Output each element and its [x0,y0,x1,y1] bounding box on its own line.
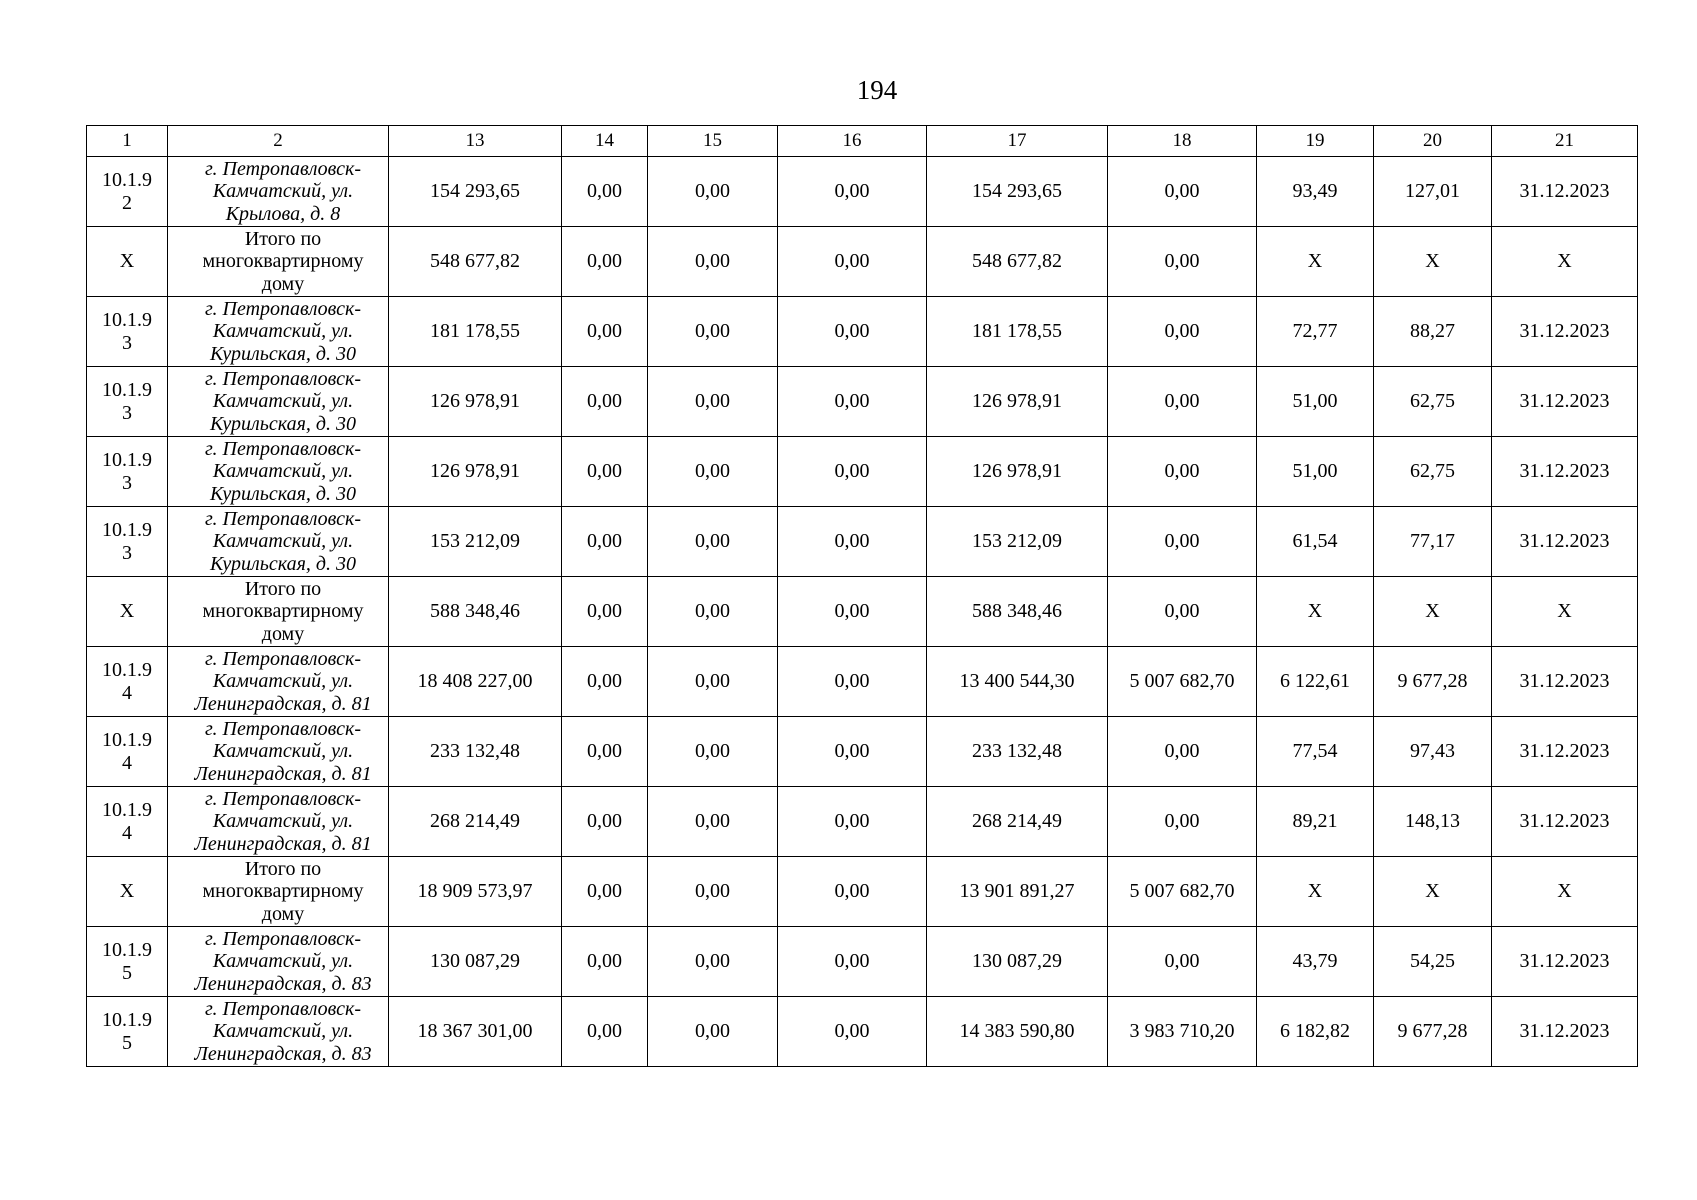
total-label-cell [168,577,389,647]
col-16-value: 0,00 [778,927,927,997]
col-17-value: 13 400 544,30 [927,647,1108,717]
item-number-line: 2 [122,191,132,214]
address-cell [168,647,389,717]
address-line: г. Петропавловск- [205,297,361,320]
col-15-value: 0,00 [648,577,778,647]
col-13-value: 268 214,49 [389,787,562,857]
address-cell [168,297,389,367]
address-line: г. Петропавловск- [205,927,361,950]
col-13-value: 18 408 227,00 [389,647,562,717]
col-21-value: 31.12.2023 [1492,647,1638,717]
col-21-value: X [1492,857,1638,927]
col-21-value: 31.12.2023 [1492,507,1638,577]
col-21-value: 31.12.2023 [1492,157,1638,227]
column-header-19: 19 [1257,126,1374,157]
address-line: г. Петропавловск- [205,367,361,390]
address-line: Камчатский, ул. [212,950,354,973]
address-line: Ленинградская, д. 81 [194,762,372,785]
item-number-cell [87,787,168,857]
item-number-cell [87,507,168,577]
address-line: г. Петропавловск- [205,717,361,740]
item-number-line: 3 [122,401,132,424]
table-row [87,927,1638,997]
col-14-value: 0,00 [562,927,648,997]
col-16-value: 0,00 [778,787,927,857]
col-16-value: 0,00 [778,507,927,577]
col-16-value: 0,00 [778,647,927,717]
address-cell [168,507,389,577]
item-number-cell [87,927,168,997]
address-line: Камчатский, ул. [212,810,354,833]
total-label-cell [168,857,389,927]
address-line: Камчатский, ул. [212,530,354,553]
col-18-value: 0,00 [1108,927,1257,997]
col-20-value: 97,43 [1374,717,1492,787]
col-15-value: 0,00 [648,367,778,437]
col-17-value: 548 677,82 [927,227,1108,297]
table-row [87,787,1638,857]
col-13-value: 18 909 573,97 [389,857,562,927]
col-14-value: 0,00 [562,367,648,437]
address-line: Курильская, д. 30 [209,412,356,435]
col-14-value: 0,00 [562,857,648,927]
column-header-2: 2 [168,126,389,157]
col-17-value: 13 901 891,27 [927,857,1108,927]
col-20-value: X [1374,857,1492,927]
col-19-value: 6 182,82 [1257,997,1374,1067]
address-line: Камчатский, ул. [212,740,354,763]
col-16-value: 0,00 [778,577,927,647]
address-line: Курильская, д. 30 [209,552,356,575]
col-19-value: 77,54 [1257,717,1374,787]
col-13-value: 233 132,48 [389,717,562,787]
col-20-value: 88,27 [1374,297,1492,367]
col-16-value: 0,00 [778,297,927,367]
address-cell [168,157,389,227]
address-line: г. Петропавловск- [205,997,361,1020]
col-21-value: 31.12.2023 [1492,437,1638,507]
item-number-line: 5 [122,961,132,984]
item-number-line: X [119,250,135,272]
address-line: дому [261,902,305,925]
address-line: Камчатский, ул. [212,1020,354,1043]
item-number-line: 10.1.9 [102,658,152,681]
col-16-value: 0,00 [778,857,927,927]
col-13-value: 126 978,91 [389,437,562,507]
col-21-value: X [1492,227,1638,297]
col-14-value: 0,00 [562,157,648,227]
col-19-value: 6 122,61 [1257,647,1374,717]
col-15-value: 0,00 [648,787,778,857]
total-row [87,857,1638,927]
item-number-line: 10.1.9 [102,518,152,541]
table-row [87,157,1638,227]
col-17-value: 126 978,91 [927,367,1108,437]
col-13-value: 181 178,55 [389,297,562,367]
item-number-cell [87,297,168,367]
item-number-line: 10.1.9 [102,378,152,401]
address-line: Ленинградская, д. 81 [194,832,372,855]
item-number-line: 10.1.9 [102,938,152,961]
address-line: Итого по [244,227,322,250]
col-16-value: 0,00 [778,437,927,507]
address-line: дому [261,622,305,645]
col-21-value: 31.12.2023 [1492,787,1638,857]
address-line: Камчатский, ул. [212,460,354,483]
col-17-value: 233 132,48 [927,717,1108,787]
item-number-line: 3 [122,471,132,494]
col-13-value: 18 367 301,00 [389,997,562,1067]
col-19-value: 72,77 [1257,297,1374,367]
col-13-value: 588 348,46 [389,577,562,647]
col-13-value: 126 978,91 [389,367,562,437]
col-15-value: 0,00 [648,157,778,227]
item-number-line: 4 [122,751,132,774]
col-16-value: 0,00 [778,227,927,297]
item-number-cell [87,437,168,507]
address-cell [168,787,389,857]
item-number-cell [87,647,168,717]
col-15-value: 0,00 [648,507,778,577]
col-18-value: 0,00 [1108,787,1257,857]
col-21-value: 31.12.2023 [1492,297,1638,367]
col-18-value: 0,00 [1108,577,1257,647]
col-19-value: 89,21 [1257,787,1374,857]
col-18-value: 0,00 [1108,227,1257,297]
col-20-value: 127,01 [1374,157,1492,227]
col-14-value: 0,00 [562,227,648,297]
col-14-value: 0,00 [562,647,648,717]
table-body [87,157,1638,1067]
address-line: многоквартирному [202,600,364,623]
col-18-value: 5 007 682,70 [1108,647,1257,717]
col-21-value: 31.12.2023 [1492,367,1638,437]
item-number-line: 3 [122,331,132,354]
address-line: Курильская, д. 30 [209,342,356,365]
col-20-value: 148,13 [1374,787,1492,857]
col-15-value: 0,00 [648,297,778,367]
column-header-16: 16 [778,126,927,157]
col-16-value: 0,00 [778,367,927,437]
col-15-value: 0,00 [648,437,778,507]
col-14-value: 0,00 [562,717,648,787]
address-line: Ленинградская, д. 83 [194,1042,372,1065]
col-17-value: 14 383 590,80 [927,997,1108,1067]
item-number-cell [87,227,168,297]
col-21-value: X [1492,577,1638,647]
col-14-value: 0,00 [562,997,648,1067]
col-18-value: 0,00 [1108,157,1257,227]
table-row [87,507,1638,577]
table-row [87,367,1638,437]
col-18-value: 5 007 682,70 [1108,857,1257,927]
address-line: Ленинградская, д. 83 [194,972,372,995]
col-15-value: 0,00 [648,717,778,787]
address-line: г. Петропавловск- [205,437,361,460]
col-18-value: 0,00 [1108,507,1257,577]
col-17-value: 130 087,29 [927,927,1108,997]
address-line: г. Петропавловск- [205,647,361,670]
item-number-cell [87,717,168,787]
col-20-value: X [1374,227,1492,297]
col-19-value: 43,79 [1257,927,1374,997]
col-15-value: 0,00 [648,927,778,997]
total-row [87,227,1638,297]
col-19-value: X [1257,857,1374,927]
item-number-line: 10.1.9 [102,168,152,191]
item-number-cell [87,997,168,1067]
item-number-line: 5 [122,1031,132,1054]
col-19-value: 61,54 [1257,507,1374,577]
col-15-value: 0,00 [648,857,778,927]
address-line: Крылова, д. 8 [225,202,341,225]
item-number-cell [87,367,168,437]
col-16-value: 0,00 [778,717,927,787]
address-line: г. Петропавловск- [205,787,361,810]
col-17-value: 588 348,46 [927,577,1108,647]
address-line: многоквартирному [202,250,364,273]
address-cell [168,437,389,507]
address-cell [168,367,389,437]
col-15-value: 0,00 [648,227,778,297]
col-20-value: 9 677,28 [1374,647,1492,717]
col-20-value: 77,17 [1374,507,1492,577]
address-line: Камчатский, ул. [212,390,354,413]
col-14-value: 0,00 [562,437,648,507]
col-13-value: 130 087,29 [389,927,562,997]
item-number-line: 4 [122,821,132,844]
col-21-value: 31.12.2023 [1492,997,1638,1067]
item-number-line: 10.1.9 [102,728,152,751]
col-19-value: 51,00 [1257,437,1374,507]
col-17-value: 181 178,55 [927,297,1108,367]
column-header-17: 17 [927,126,1108,157]
table-row [87,717,1638,787]
item-number-line: 10.1.9 [102,308,152,331]
item-number-line: 10.1.9 [102,798,152,821]
table-row [87,997,1638,1067]
item-number-line: 3 [122,541,132,564]
column-header-18: 18 [1108,126,1257,157]
address-line: многоквартирному [202,880,364,903]
item-number-cell [87,857,168,927]
column-header-1: 1 [87,126,168,157]
column-header-20: 20 [1374,126,1492,157]
col-20-value: 62,75 [1374,367,1492,437]
address-cell [168,717,389,787]
item-number-line: X [119,880,135,902]
item-number-line: 4 [122,681,132,704]
col-19-value: X [1257,577,1374,647]
col-14-value: 0,00 [562,577,648,647]
page-number: 194 [856,75,898,105]
table-row [87,647,1638,717]
col-14-value: 0,00 [562,787,648,857]
address-cell [168,997,389,1067]
col-19-value: X [1257,227,1374,297]
col-15-value: 0,00 [648,647,778,717]
total-row [87,577,1638,647]
col-13-value: 154 293,65 [389,157,562,227]
address-line: Курильская, д. 30 [209,482,356,505]
column-header-14: 14 [562,126,648,157]
table-row [87,437,1638,507]
address-line: Итого по [244,857,322,880]
col-21-value: 31.12.2023 [1492,927,1638,997]
col-18-value: 3 983 710,20 [1108,997,1257,1067]
column-header-15: 15 [648,126,778,157]
col-21-value: 31.12.2023 [1492,717,1638,787]
item-number-cell [87,157,168,227]
address-line: дому [261,272,305,295]
item-number-line: X [119,600,135,622]
address-line: Камчатский, ул. [212,180,354,203]
col-16-value: 0,00 [778,997,927,1067]
column-header-21: 21 [1492,126,1638,157]
col-19-value: 51,00 [1257,367,1374,437]
col-20-value: 54,25 [1374,927,1492,997]
col-20-value: X [1374,577,1492,647]
col-18-value: 0,00 [1108,367,1257,437]
col-15-value: 0,00 [648,997,778,1067]
address-line: г. Петропавловск- [205,157,361,180]
address-line: г. Петропавловск- [205,507,361,530]
col-18-value: 0,00 [1108,437,1257,507]
col-13-value: 548 677,82 [389,227,562,297]
col-17-value: 153 212,09 [927,507,1108,577]
col-17-value: 126 978,91 [927,437,1108,507]
item-number-cell [87,577,168,647]
address-line: Итого по [244,577,322,600]
col-17-value: 268 214,49 [927,787,1108,857]
item-number-line: 10.1.9 [102,448,152,471]
col-17-value: 154 293,65 [927,157,1108,227]
col-13-value: 153 212,09 [389,507,562,577]
address-line: Ленинградская, д. 81 [194,692,372,715]
col-18-value: 0,00 [1108,717,1257,787]
address-line: Камчатский, ул. [212,670,354,693]
col-14-value: 0,00 [562,507,648,577]
col-18-value: 0,00 [1108,297,1257,367]
col-14-value: 0,00 [562,297,648,367]
data-table [86,125,1638,1067]
address-line: Камчатский, ул. [212,320,354,343]
item-number-line: 10.1.9 [102,1008,152,1031]
table-row [87,297,1638,367]
total-label-cell [168,227,389,297]
col-20-value: 9 677,28 [1374,997,1492,1067]
address-cell [168,927,389,997]
col-19-value: 93,49 [1257,157,1374,227]
header-row [87,126,1638,157]
col-16-value: 0,00 [778,157,927,227]
column-header-13: 13 [389,126,562,157]
col-20-value: 62,75 [1374,437,1492,507]
